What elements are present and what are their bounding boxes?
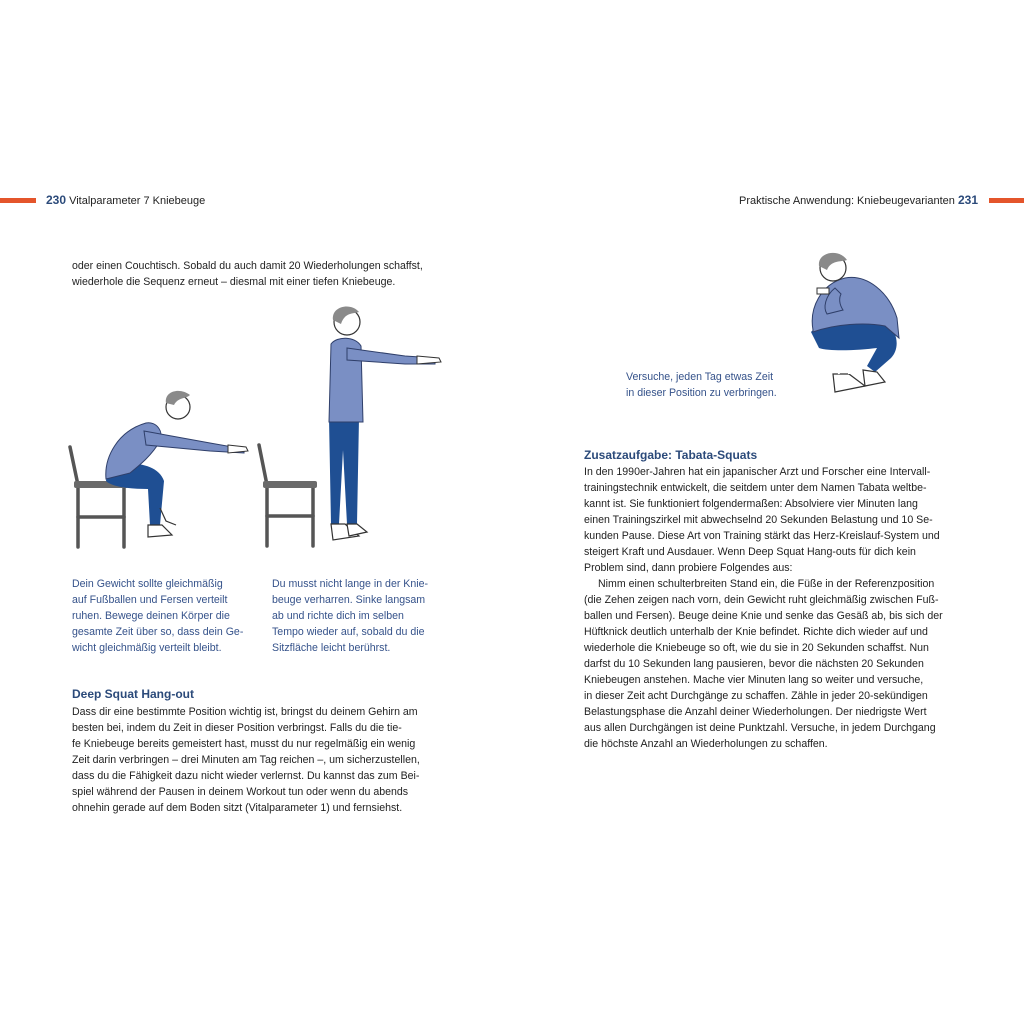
- tabata-text: [584, 464, 952, 752]
- text-line: in dieser Zeit acht Durchgänge zu schaffen. Zähle in jeder 20-sekündigen: [584, 690, 928, 702]
- intro-line: oder einen Couchtisch. Sobald du auch damit 20 Wiederholungen schaffst,: [72, 260, 423, 272]
- caption-line: wicht gleichmäßig verteilt bleibt.: [72, 642, 222, 654]
- caption-weight-distribution: [72, 576, 262, 656]
- text-line: ohnehin gerade auf dem Boden sitzt (Vitalparameter 1) und fernsiehst.: [72, 802, 403, 814]
- text-line: kunden Pause. Diese Art von Training stärkt das Herz-Kreislauf-System und: [584, 530, 940, 542]
- text-line: darfst du 10 Sekunden lang pausieren, bevor die nächsten 20 Sekunden: [584, 658, 924, 670]
- left-accent-bar: [0, 198, 36, 203]
- caption-line: gesamte Zeit über so, dass dein Ge-: [72, 626, 244, 638]
- caption-line: beuge verharren. Sinke langsam: [272, 594, 426, 606]
- text-line: einen Trainingszirkel mit abwechselnd 20 Sekunden Belastung und 10 Se-: [584, 514, 933, 526]
- caption-line: ruhen. Bewege deinen Körper die: [72, 610, 230, 622]
- caption-line: Sitzfläche leicht berührst.: [272, 642, 391, 654]
- chair-squat-illustration: [60, 385, 260, 555]
- left-page-number: 230: [46, 193, 67, 207]
- right-accent-bar: [989, 198, 1024, 203]
- text-line: aus allen Durchgängen ist deine Punktzahl. Versuche, in jedem Durchgang: [584, 722, 936, 734]
- text-line: Belastungsphase die Anzahl deiner Wiederholungen. Der niedrigste Wert: [584, 706, 927, 718]
- caption-line: Tempo wieder auf, sobald du die: [272, 626, 425, 638]
- text-line: besten bei, indem du Zeit in dieser Position verbringst. Falls du die tie-: [72, 722, 402, 734]
- standing-illustration: [255, 300, 455, 555]
- intro-line: wiederhole die Sequenz erneut – diesmal mit einer tiefen Kniebeuge.: [72, 276, 396, 288]
- text-line: Nimm einen schulterbreiten Stand ein, die Füße in der Referenzposition: [598, 578, 935, 590]
- left-running-header: [46, 193, 205, 207]
- caption-line: in dieser Position zu verbringen.: [626, 387, 777, 399]
- right-page-number: 231: [957, 193, 978, 207]
- text-line: Dass dir eine bestimmte Position wichtig ist, bringst du deinem Gehirn am: [72, 706, 418, 718]
- caption-line: Dein Gewicht sollte gleichmäßig: [72, 578, 223, 590]
- text-line: kannt ist. Sie funktioniert folgendermaßen: Absolviere vier Minuten lang: [584, 498, 918, 510]
- right-header-title: Praktische Anwendung: Kniebeugevarianten: [739, 195, 955, 207]
- text-line: (die Zehen zeigen nach vorn, dein Gewicht ruht gleichmäßig zwischen Fuß-: [584, 594, 939, 606]
- text-line: dass du die Fähigkeit dazu nicht wieder verlernst. Du kannst das zum Bei-: [72, 770, 420, 782]
- caption-line: Versuche, jeden Tag etwas Zeit: [626, 371, 774, 383]
- caption-daily-squat: [626, 369, 816, 401]
- text-line: Zeit darin verbringen – drei Minuten am Tag reichen –, um sicherzustellen,: [72, 754, 420, 766]
- caption-tempo: [272, 576, 452, 656]
- caption-line: Du musst nicht lange in der Knie-: [272, 578, 429, 590]
- caption-line: ab und richte dich im selben: [272, 610, 404, 622]
- text-line: Hüftknick deutlich unterhalb der Knie befindet. Richte dich wieder auf und: [584, 626, 928, 638]
- text-line: fe Kniebeuge bereits gemeistert hast, musst du nur regelmäßig ein wenig: [72, 738, 416, 750]
- text-line: steigert Kraft und Ausdauer. Wenn Deep Squat Hang-outs für dich kein: [584, 546, 916, 558]
- text-line: In den 1990er-Jahren hat ein japanischer Arzt und Forscher eine Intervall-: [584, 466, 931, 478]
- text-line: ballen und Fersen). Beuge deine Knie und senke das Gesäß ab, bis sich der: [584, 610, 943, 622]
- deep-squat-text: [72, 704, 441, 816]
- right-running-header: [739, 193, 978, 207]
- text-line: spiel während der Pausen in deinem Workout tun oder wenn du abends: [72, 786, 409, 798]
- deep-squat-illustration: [805, 248, 915, 398]
- text-line: wiederhole die Kniebeuge so oft, wie du sie in 20 Sekunden schaffst. Nun: [584, 642, 929, 654]
- left-intro-text: [72, 258, 442, 290]
- deep-squat-heading: Deep Squat Hang-out: [72, 687, 194, 701]
- left-header-title: Vitalparameter 7 Kniebeuge: [69, 195, 206, 207]
- tabata-heading: Zusatzaufgabe: Tabata-Squats: [584, 448, 758, 462]
- text-line: Problem sind, dann probiere Folgendes aus:: [584, 562, 793, 574]
- caption-line: auf Fußballen und Fersen verteilt: [72, 594, 228, 606]
- text-line: die höchste Anzahl an Wiederholungen zu schaffen.: [584, 738, 828, 750]
- text-line: trainingstechnik entwickelt, die seitdem unter dem Namen Tabata weltbe-: [584, 482, 927, 494]
- text-line: Kniebeugen anstehen. Mache vier Minuten lang so weiter und versuche,: [584, 674, 924, 686]
